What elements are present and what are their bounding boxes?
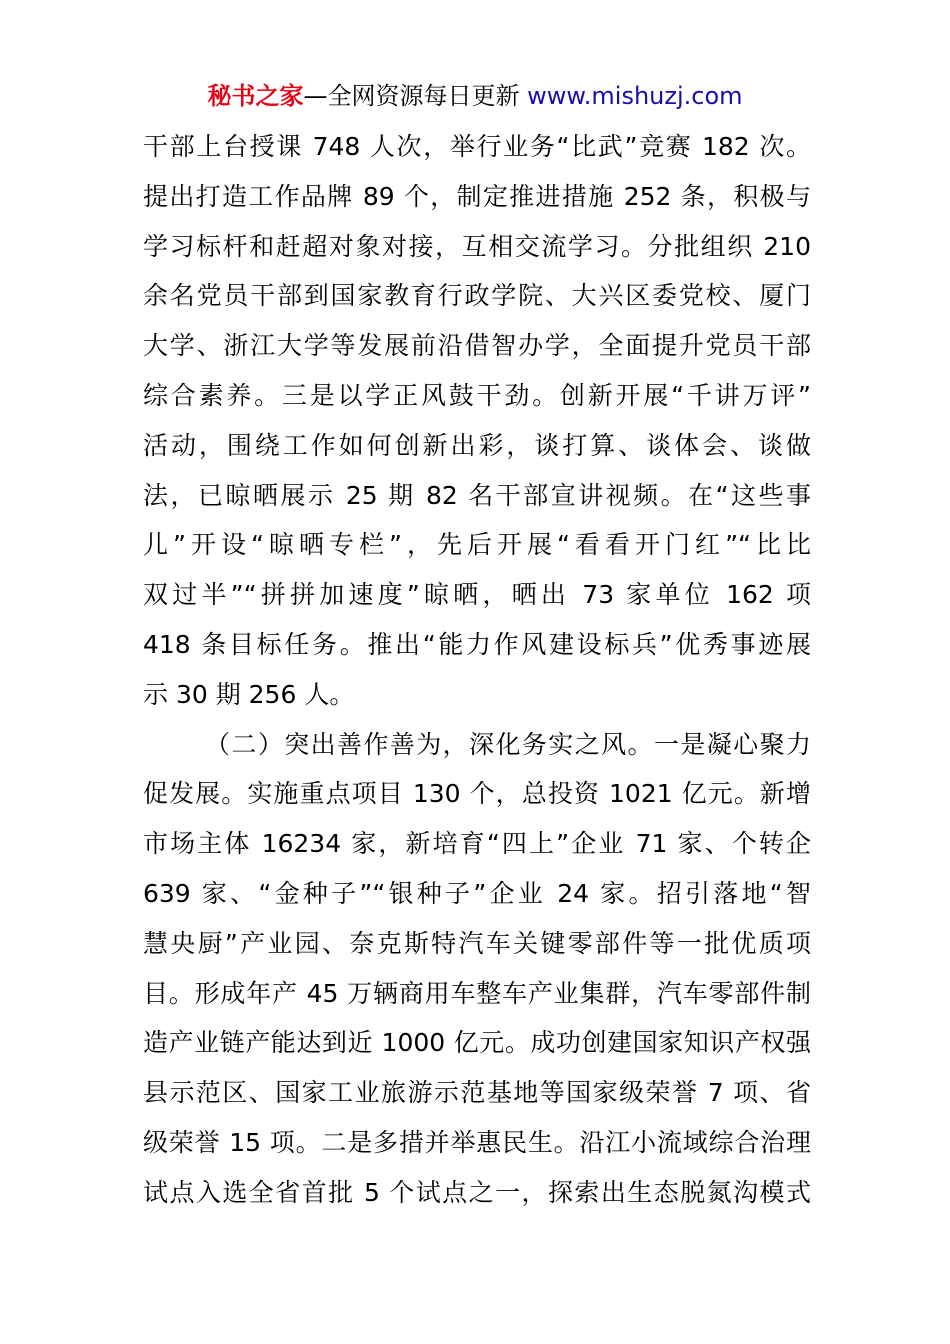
text-line: 示 30 期 256 人。 [143,679,355,709]
brand-name: 秘书之家 [207,82,304,110]
text-line: 目。形成年产 45 万辆商用车整车产业集群，汽车零部件制 [143,978,811,1008]
text-line: 造产业链产能达到近 1000 亿元。成功创建国家知识产权强 [143,1028,811,1058]
text-line: 余名党员干部到国家教育行政学院、大兴区委党校、厦门 [143,281,811,311]
text-line: 级荣誉 15 项。二是多措并举惠民生。沿江小流域综合治理 [143,1127,811,1157]
text-line: 试点入选全省首批 5 个试点之一，探索出生态脱氮沟模式 [143,1177,811,1207]
text-line: 法，已晾晒展示 25 期 82 名干部宣讲视频。在“这些事 [143,480,811,510]
text-line: 大学、浙江大学等发展前沿借智办学，全面提升党员干部 [143,331,811,361]
document-body [143,122,811,1218]
text-line: 市场主体 16234 家，新培育“四上”企业 71 家、个转企 [143,829,811,859]
text-line: 学习标杆和赶超对象对接，互相交流学习。分批组织 210 [143,231,811,261]
site-url[interactable]: www.mishuzj.com [527,82,743,110]
text-line: 活动，围绕工作如何创新出彩，谈打算、谈体会、谈做 [143,430,811,460]
text-line: 639 家、“金种子”“银种子”企业 24 家。招引落地“智 [143,878,811,908]
text-line: 干部上台授课 748 人次，举行业务“比武”竞赛 182 次。 [143,132,811,161]
text-line: 儿”开设“晾晒专栏”，先后开展“看看开门红”“比比 [143,530,811,560]
text-line: 县示范区、国家工业旅游示范基地等国家级荣誉 7 项、省 [143,1078,811,1108]
text-line: 综合素养。三是以学正风鼓干劲。创新开展“千讲万评” [143,380,811,410]
text-line: 促发展。实施重点项目 130 个，总投资 1021 亿元。新增 [143,779,811,809]
text-line: 418 条目标任务。推出“能力作风建设标兵”优秀事迹展 [143,629,811,659]
text-line: 提出打造工作品牌 89 个，制定推进措施 252 条，积极与 [143,181,811,211]
banner-tagline: —全网资源每日更新 [303,82,520,110]
site-banner [0,78,950,114]
text-line: 慧央厨”产业园、奈克斯特汽车关键零部件等一批优质项 [143,928,811,958]
text-line: 双过半”“拼拼加速度”晾晒，晒出 73 家单位 162 项 [143,580,811,610]
section-heading-line: （二）突出善作善为，深化务实之风。一是凝心聚力 [205,729,811,759]
